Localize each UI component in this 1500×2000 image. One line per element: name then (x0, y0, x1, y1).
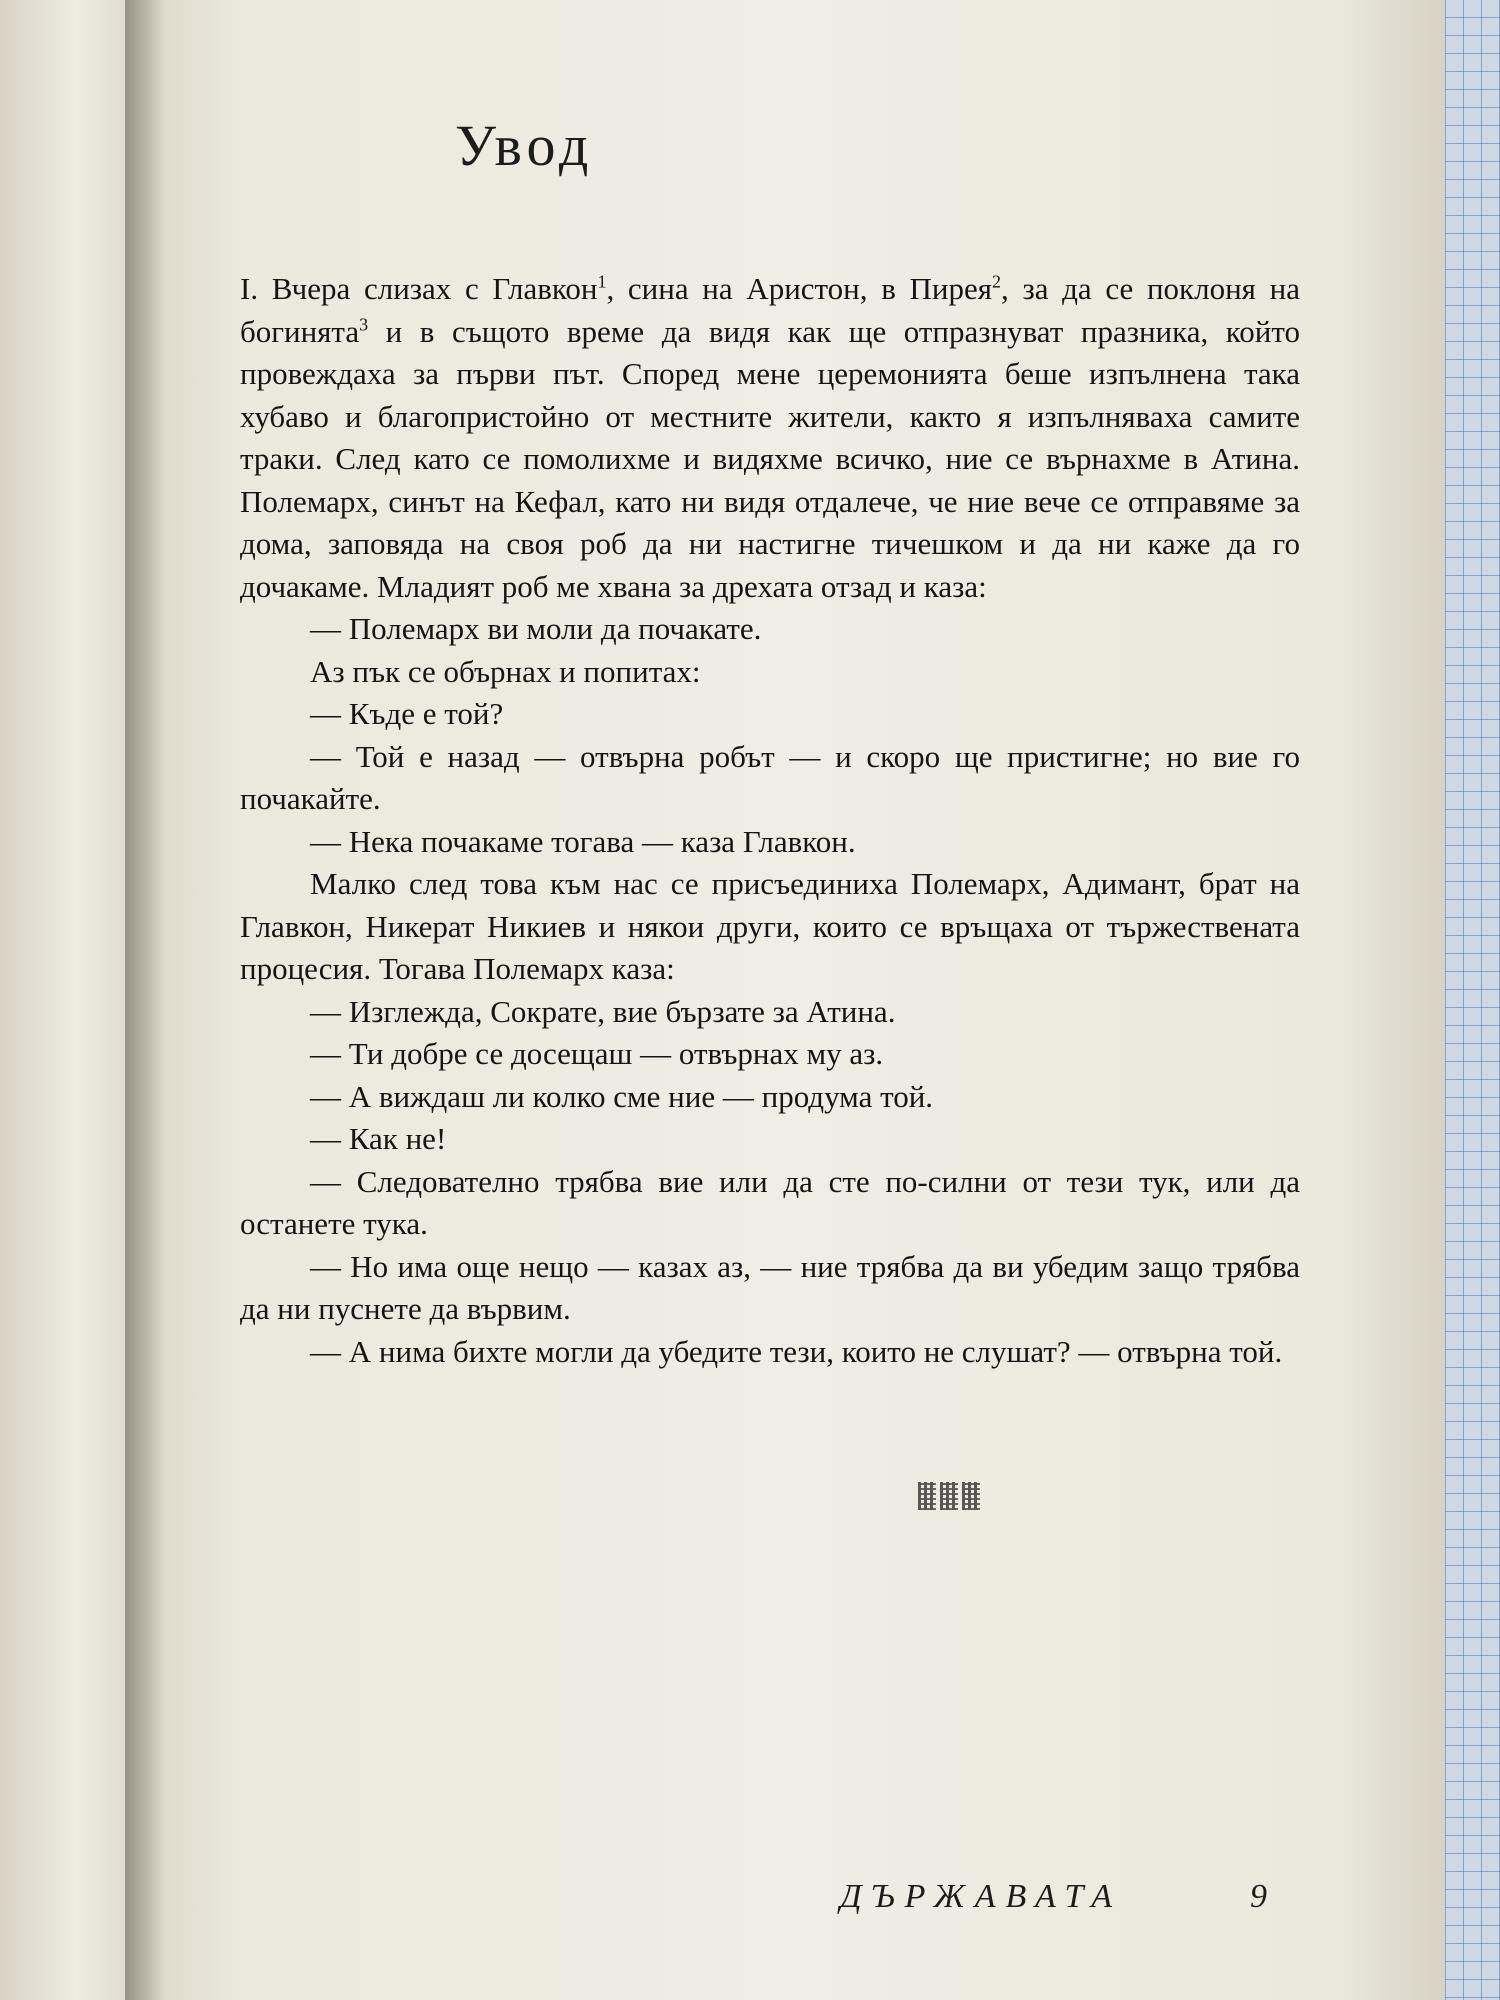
footnote-ref-3: 3 (359, 314, 369, 335)
page-body (240, 268, 1300, 1373)
footnote-ref-2: 2 (992, 271, 1002, 292)
ink-smudge (918, 1482, 980, 1510)
chapter-title: Увод (455, 113, 594, 178)
grid-paper-background (1445, 0, 1500, 2000)
paragraph-1: I. Вчера слизах с Главкон$^1$, сина на Аристон, в Пирея$^2$, за да се поклоня на богинята$^3$ и в същото време да видя как ще отпразнуват празника, който провеждаха за първи път. Според мене церемонията беше изпълнена така хубаво и благопристойно от местните жители, както я изпълняваха самите траки. След като се помолихме и видяхме всичко, ние се върнахме в Атина. Полемарх, синът на Кефал, като ни видя отдалече, че ние вече се отправяме за дома, заповяда на своя роб да ни настигне тичешком и да ни каже да го дочакаме. Младият роб ме хвана за дрехата отзад и каза: (240, 271, 1300, 604)
footnote-ref-1: 1 (597, 271, 607, 292)
paragraph: — Как не! (310, 1121, 447, 1156)
page-number: 9 (1250, 1878, 1267, 1915)
left-page-edge (0, 0, 140, 2000)
paragraph: — А нима бихте могли да убедите тези, които не слушат? — отвърна той. (310, 1333, 1283, 1369)
paragraph: — Следователно трябва вие или да сте по-силни от тези тук, или да останете тука. (240, 1163, 1300, 1241)
paragraph: — Ти добре се досещаш — отвърнах му аз. (310, 1036, 884, 1071)
paragraph: — Къде е той? (310, 696, 504, 731)
paragraph: — Той е назад — отвърна робът — и скоро ще пристигне; но вие го почакайте. (240, 738, 1300, 816)
paragraph: — Изглежда, Сократе, вие бързате за Атина. (310, 993, 896, 1029)
paragraph: — А виждаш ли колко сме ние — продума той. (310, 1078, 934, 1114)
paragraph: Малко след това към нас се присъединиха Полемарх, Адимант, брат на Главкон, Никерат Никиев и някои други, които се връщаха от тържествената процесия. Тогава Полемарх каза: (240, 866, 1300, 986)
paragraph: — Полемарх ви моли да почакате. (310, 611, 762, 646)
spine-shadow (125, 0, 165, 2000)
paragraph: — Нека почакаме тогава — каза Главкон. (310, 823, 856, 859)
running-footer-title: ДЪРЖАВАТА (840, 1878, 1123, 1915)
paragraph: Аз пък се обърнах и попитах: (310, 653, 701, 689)
paragraph: — Но има още нещо — казах аз, — ние трябва да ви убедим защо трябва да ни пуснете да вървим. (240, 1248, 1300, 1326)
